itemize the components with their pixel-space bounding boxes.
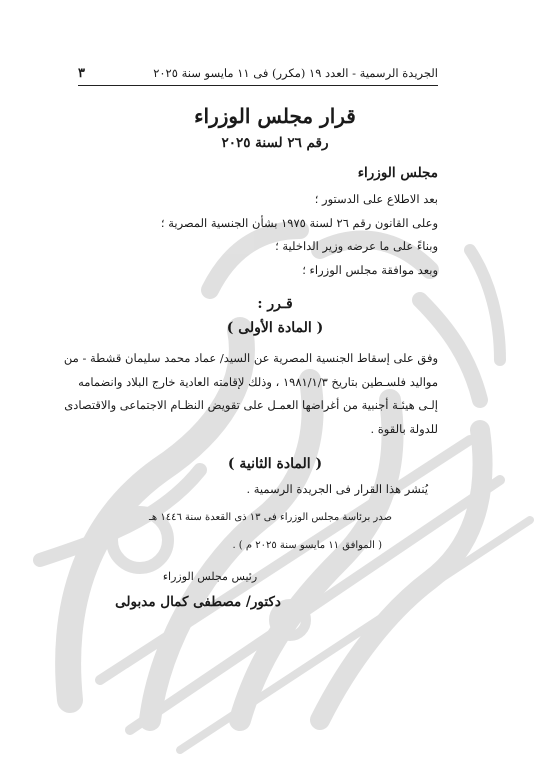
header-title: الجريدة الرسمية - العدد ١٩ (مكرر) فى ١١ مايسو سنة ٢٠٢٥ <box>153 66 438 80</box>
preamble-line: وبعد موافقة مجلس الوزراء ؛ <box>302 262 438 277</box>
signatory-name: دكتور/ مصطفى كمال مدبولى <box>115 594 281 610</box>
preamble <box>78 188 438 282</box>
issuer-heading: مجلس الوزراء <box>357 165 438 181</box>
article-1-line: إلـى هيئـة أجنبية من أغراضها العمـل على تقويض النظـام الاجتماعى والاقتصادى <box>64 398 438 412</box>
article-2-heading: ( المادة الثانية ) <box>227 456 323 472</box>
decree-number: رقم ٢٦ لسنة ٢٠٢٥ <box>221 135 329 151</box>
article-1-line: للدولة بالقوة . <box>370 421 438 436</box>
decree-title: قرار مجلس الوزراء <box>194 104 356 128</box>
preamble-line: وبناءً على ما عرضه وزير الداخلية ؛ <box>275 239 438 253</box>
page-number: ٣ <box>78 65 85 81</box>
article-2-body: يُنشر هذا القرار فى الجريدة الرسمية . <box>246 482 428 496</box>
article-1-line: مواليد فلسـطين بتاريخ ١٩٨١/١/٣ ، وذلك لإقامته العادية خارج البلاد وانضمامه <box>78 374 438 389</box>
article-1-body <box>63 347 438 441</box>
header-divider <box>78 85 438 86</box>
corresponding-date: ( الموافق ١١ مايسو سنة ٢٠٢٥ م ) . <box>232 540 382 551</box>
preamble-line: بعد الاطلاع على الدستور ؛ <box>314 192 438 206</box>
article-1-line: وفق على إسقاط الجنسية المصرية عن السيد/ عماد محمد سليمان قشطة - من <box>63 351 438 365</box>
article-1-heading: ( المادة الأولى ) <box>226 320 324 336</box>
running-header <box>78 62 438 84</box>
decision-heading: قـرر : <box>257 296 293 312</box>
preamble-line: وعلى القانون رقم ٢٦ لسنة ١٩٧٥ بشأن الجنسية المصرية ؛ <box>160 215 438 230</box>
issued-date: صدر برئاسة مجلس الوزراء فى ١٣ ذى القعدة سنة ١٤٤٦ هـ <box>148 512 392 523</box>
signatory-role: رئيس مجلس الوزراء <box>162 570 258 583</box>
